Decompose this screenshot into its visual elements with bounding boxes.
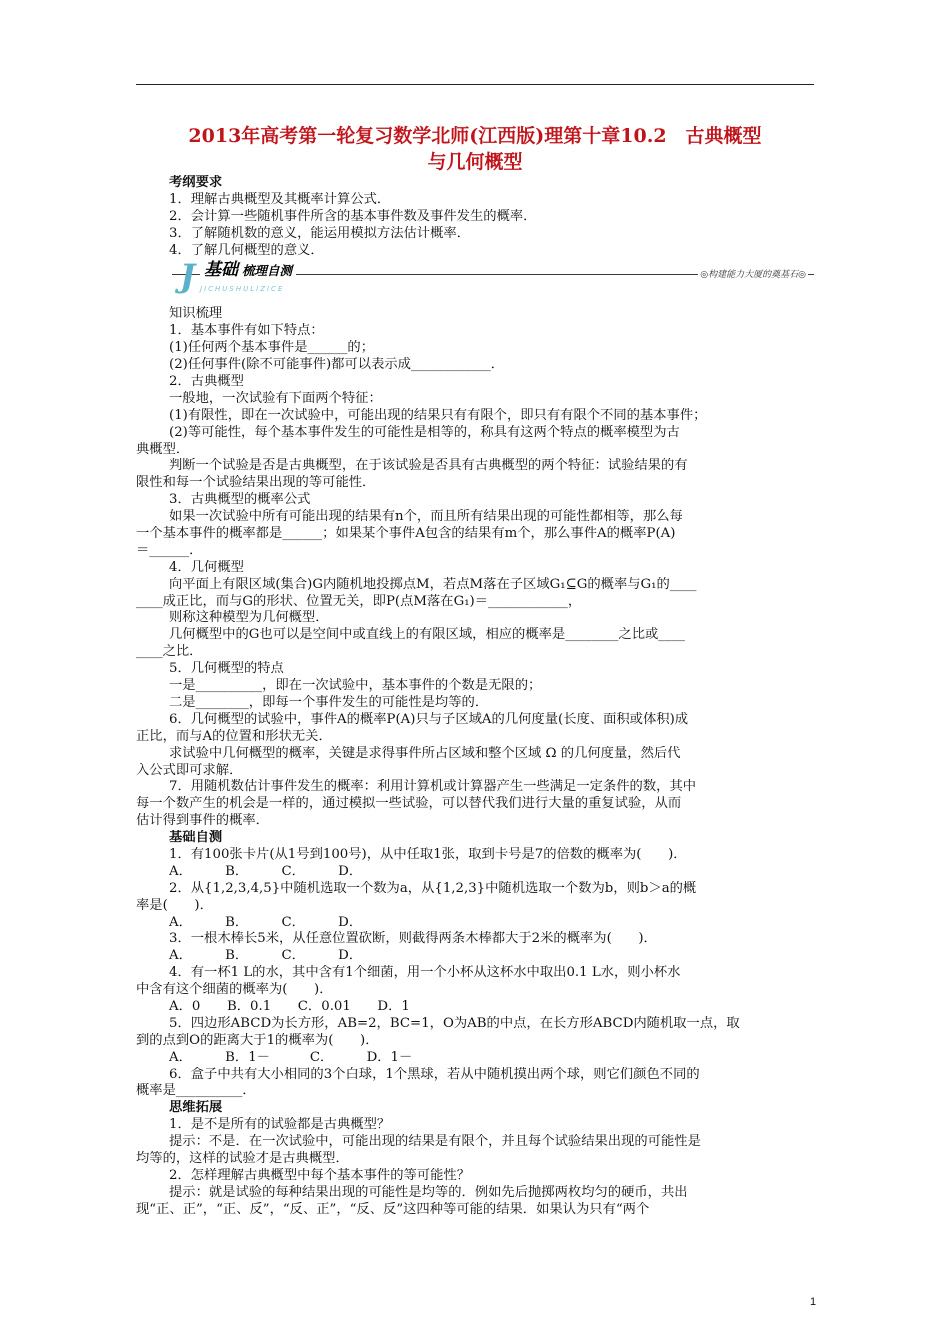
text-line: 则称这种模型为几何概型． — [169, 610, 329, 626]
text-line: 基础自测 — [169, 830, 223, 846]
banner-subheading: 梳理自测 — [242, 263, 293, 279]
text-line: 每一个数产生的机会是一样的，通过模拟一些试验，可以替代我们进行大量的重复试验，从而 — [136, 796, 682, 812]
text-line: 提示：不是．在一次试验中，可能出现的结果是有限个，并且每个试验结果出现的可能性是 — [169, 1134, 701, 1150]
text-line: 2．怎样理解古典概型中每个基本事件的等可能性？ — [169, 1167, 470, 1183]
text-line: 二是________，即每一个事件发生的可能性是均等的． — [169, 694, 489, 710]
text-line: 到的点到O的距离大于1的概率为( )． — [136, 1032, 379, 1048]
text-line: 7．用随机数估计事件发生的概率：利用计算机或计算器产生一些满足一定条件的数，其中 — [169, 779, 697, 795]
text-line: A．0 B．0.1 C．0.01 D．1 — [169, 998, 410, 1014]
text-line: 如果一次试验中所有可能出现的结果有n个，而且所有结果出现的可能性都相等，那么每 — [169, 509, 683, 525]
text-line: 求试验中几何概型的概率，关键是求得事件所占区域和整个区域 Ω 的几何度量，然后代 — [169, 745, 681, 761]
text-line: 2．从{1,2,3,4,5}中随机选取一个数为a，从{1,2,3}中随机选取一个数为b，则b＞a的概 — [169, 880, 697, 896]
banner-slogan: ◎构建能力大厦的奠基石◎ — [698, 267, 808, 284]
text-line: 1．理解古典概型及其概率计算公式． — [169, 191, 391, 207]
text-line: 2．古典概型 — [169, 374, 244, 390]
text-line: 4．了解几何概型的意义． — [169, 242, 324, 258]
text-line: 限性和每一个试验结果出现的等可能性． — [136, 475, 376, 491]
text-line: 1．基本事件有如下特点： — [169, 323, 324, 339]
document-body — [136, 175, 814, 1219]
text-line: 入公式即可求解． — [136, 762, 243, 778]
document-title — [136, 123, 814, 175]
section-banner — [136, 257, 814, 306]
text-line: 1．是不是所有的试验都是古典概型？ — [169, 1117, 391, 1133]
text-line: 现“正、正”，“正、反”，“反、正”，“反、反”这四种等可能的结果．如果认为只有“两个 — [136, 1201, 650, 1217]
text-line: 3．古典概型的概率公式 — [169, 492, 311, 508]
text-line: 考纲要求 — [169, 175, 223, 190]
text-line: 典概型． — [136, 441, 190, 457]
text-line: 均等的，这样的试验才是古典概型． — [136, 1150, 349, 1166]
title-line-1: 2013年高考第一轮复习数学北师(江西版)理第十章10.2 古典概型 — [188, 125, 762, 147]
text-line: 一是__________，即在一次试验中，基本事件的个数是无限的； — [169, 678, 542, 694]
text-line: 提示：就是试验的每种结果出现的可能性是均等的．例如先后抛掷两枚均匀的硬币，共出 — [169, 1184, 688, 1200]
text-line: 向平面上有限区域(集合)G内随机地投掷点M，若点M落在子区域G₁⊆G的概率与G₁的____ — [169, 576, 697, 592]
banner-heading-main: 基础 — [204, 260, 238, 281]
text-line: 正比，而与A的位置和形状无关． — [136, 728, 332, 744]
page-number: 1 — [810, 1296, 817, 1308]
text-line: 6．盒子中共有大小相同的3个白球，1个黑球，若从中随机摸出两个球，则它们颜色不同的 — [169, 1066, 700, 1082]
text-line: 4．有一杯1 L的水，其中含有1个细菌，用一个小杯从这杯水中取出0.1 L水，则小杯水 — [169, 965, 681, 981]
text-line: ＝______． — [136, 542, 203, 558]
text-line: 思维拓展 — [169, 1100, 223, 1116]
text-line: 一个基本事件的概率都是______；如果某个事件A包含的结果有m个，那么事件A的概率P(A) — [136, 526, 676, 542]
text-line: ____之比． — [136, 644, 203, 660]
text-line: 概率是__________． — [136, 1083, 256, 1099]
text-line: (2)等可能性，每个基本事件发生的可能性是相等的，称具有这两个特点的概率模型为古 — [169, 424, 680, 440]
text-line: ____成正比，而与G的形状、位置无关，即P(点M落在G₁)＝____________， — [136, 593, 582, 609]
text-line: 中含有这个细菌的概率为( )． — [136, 982, 333, 998]
text-line: (2)任何事件(除不可能事件)都可以表示成____________． — [169, 357, 505, 373]
text-line: 判断一个试验是否是古典概型，在于该试验是否具有古典概型的两个特征：试验结果的有 — [169, 458, 688, 474]
text-line: 2．会计算一些随机事件所含的基本事件数及事件发生的概率． — [169, 208, 537, 224]
text-line: A． B．1－ C． D．1－ — [169, 1049, 413, 1065]
text-line: A． B． C． D． — [169, 948, 363, 964]
text-line: 1．有100张卡片(从1号到100号)，从中任取1张，取到卡号是7的倍数的概率为( )． — [169, 846, 687, 862]
text-line: 几何概型中的G也可以是空间中或直线上的有限区域，相应的概率是________之比或____ — [169, 627, 685, 643]
text-line: 4．几何概型 — [169, 559, 244, 575]
banner-pinyin: JICHUSHULIZICE — [200, 285, 285, 294]
text-line: 知识梳理 — [169, 306, 223, 322]
text-line: 率是( )． — [136, 897, 213, 913]
text-line: A． B． C． D． — [169, 914, 363, 930]
text-line: 3．了解随机数的意义，能运用模拟方法估计概率． — [169, 225, 470, 241]
title-line-2: 与几何概型 — [427, 151, 523, 173]
header-rule — [136, 84, 814, 85]
text-line: (1)有限性，即在一次试验中，可能出现的结果只有有限个，即只有有限个不同的基本事件； — [169, 407, 707, 423]
text-line: 5．几何概型的特点 — [169, 661, 284, 677]
text-line: 一般地，一次试验有下面两个特征： — [169, 390, 382, 406]
text-line: A． B． C． D． — [169, 863, 363, 879]
text-line: 6．几何概型的试验中，事件A的概率P(A)只与子区域A的几何度量(长度、面积或体积)成 — [169, 711, 689, 727]
text-line: 估计得到事件的概率． — [136, 813, 269, 829]
text-line: 3．一根木棒长5米，从任意位置砍断，则截得两条木棒都大于2米的概率为( )． — [169, 931, 657, 947]
text-line: (1)任何两个基本事件是______的； — [169, 340, 374, 356]
banner-heading — [200, 262, 296, 280]
banner-logo-letter: J — [180, 257, 196, 296]
text-line: 5．四边形ABCD为长方形，AB=2，BC=1，O为AB的中点，在长方形ABCD内随机取一点，取 — [169, 1015, 740, 1031]
